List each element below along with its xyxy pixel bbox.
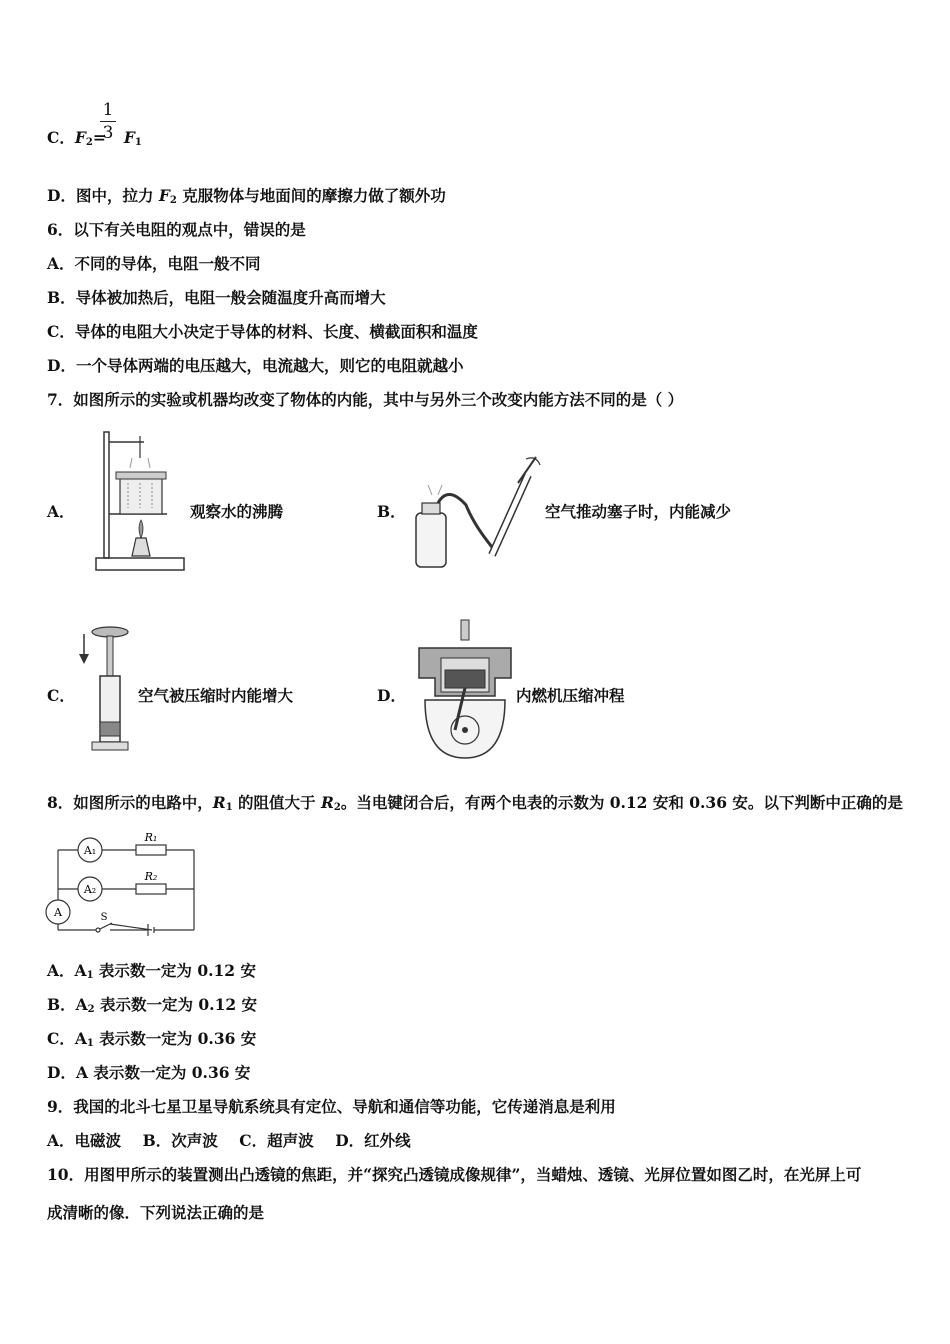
q8-option-c <box>47 1029 256 1054</box>
air-compression-figure <box>76 626 136 754</box>
option-text: D．图中，拉力 <box>47 186 159 205</box>
equals-sign: = <box>92 128 106 147</box>
option-text: 克服物体与地面间的摩擦力做了额外功 <box>176 186 446 205</box>
q6-option-b: B．导体被加热后，电阻一般会随温度升高而增大 <box>47 288 386 307</box>
q7-option-d-caption: 内燃机压缩冲程 <box>516 686 625 705</box>
q7-option-c-letter: C． <box>47 686 75 705</box>
q10-stem-line2: 成清晰的像．下列说法正确的是 <box>47 1203 265 1222</box>
q9-options: A．电磁波 B．次声波 C．超声波 D．红外线 <box>47 1131 411 1150</box>
subscript: 2 <box>87 1004 95 1015</box>
q7-option-c-caption: 空气被压缩时内能增大 <box>138 686 294 705</box>
subscript: 1 <box>134 137 142 148</box>
q8-option-d: D．A 表示数一定为 0.36 安 <box>47 1063 251 1082</box>
option-text: 表示数一定为 0.36 安 <box>93 1029 257 1048</box>
switch-label: S <box>100 912 108 923</box>
subscript: 1 <box>86 1038 94 1049</box>
resistor-r2-label: R₂ <box>144 870 158 883</box>
subscript: 2 <box>333 802 341 813</box>
q6-option-c: C．导体的电阻大小决定于导体的材料、长度、横截面积和温度 <box>47 322 478 341</box>
option-text: C．A <box>47 1029 87 1048</box>
q5-option-d <box>47 186 446 211</box>
option-text: 表示数一定为 0.12 安 <box>93 961 256 980</box>
option-letter: C． <box>47 128 75 147</box>
resistor-r1-label: R₁ <box>144 831 158 844</box>
subscript: 1 <box>86 970 94 981</box>
stem-text: 8．如图所示的电路中， <box>47 793 213 812</box>
q5-option-c <box>47 128 142 153</box>
circuit-diagram <box>44 828 204 946</box>
q8-option-b <box>47 995 257 1020</box>
q6-stem: 6．以下有关电阻的观点中，错误的是 <box>47 220 306 239</box>
q7-stem: 7．如图所示的实验或机器均改变了物体的内能，其中与另外三个改变内能方法不同的是（ ） <box>47 390 684 409</box>
air-pushes-stopper-figure <box>408 455 543 573</box>
q6-option-d: D．一个导体两端的电压越大，电流越大，则它的电阻就越小 <box>47 356 464 375</box>
stem-text: 。当电键闭合后，有两个电表的示数为 0.12 安和 0.36 安。以下判断中正确的是 <box>340 793 903 812</box>
option-text: A．A <box>47 961 87 980</box>
q7-option-a-letter: A． <box>47 502 75 521</box>
stem-text: 的阻值大于 <box>232 793 321 812</box>
force-f1: F <box>123 128 135 147</box>
subscript: 1 <box>225 802 233 813</box>
boiling-water-figure <box>92 428 188 574</box>
engine-compression-stroke-figure <box>415 618 515 762</box>
option-text: 表示数一定为 0.12 安 <box>94 995 258 1014</box>
subscript: 2 <box>85 137 93 148</box>
subscript: 2 <box>169 195 177 206</box>
fraction-one-third <box>100 100 116 143</box>
resistor-r1-symbol: R <box>212 793 226 812</box>
fraction-numerator: 1 <box>102 100 114 120</box>
q6-option-a: A．不同的导体，电阻一般不同 <box>47 254 261 273</box>
force-f2: F <box>74 128 86 147</box>
fraction-bar <box>100 121 116 122</box>
option-text: B．A <box>47 995 88 1014</box>
q8-option-a <box>47 961 256 986</box>
q7-option-b-letter: B． <box>377 502 406 521</box>
ammeter-a-label: A <box>54 906 62 919</box>
q7-option-a-caption: 观察水的沸腾 <box>190 502 284 521</box>
q10-stem-line1: 10．用图甲所示的装置测出凸透镜的焦距，并“探究凸透镜成像规律”，当蜡烛、透镜、光屏位置如图乙时，在光屏上可 <box>47 1165 862 1184</box>
force-f2: F <box>158 186 170 205</box>
q7-option-d-letter: D． <box>377 686 406 705</box>
resistor-r2-symbol: R <box>320 793 334 812</box>
ammeter-a2-label: A₂ <box>83 883 97 896</box>
fraction-denominator: 3 <box>102 123 114 143</box>
ammeter-a1-label: A₁ <box>83 844 97 857</box>
q7-option-b-caption: 空气推动塞子时，内能减少 <box>545 502 732 521</box>
q9-stem: 9．我国的北斗七星卫星导航系统具有定位、导航和通信等功能，它传递消息是利用 <box>47 1097 616 1116</box>
q8-stem <box>47 793 903 818</box>
